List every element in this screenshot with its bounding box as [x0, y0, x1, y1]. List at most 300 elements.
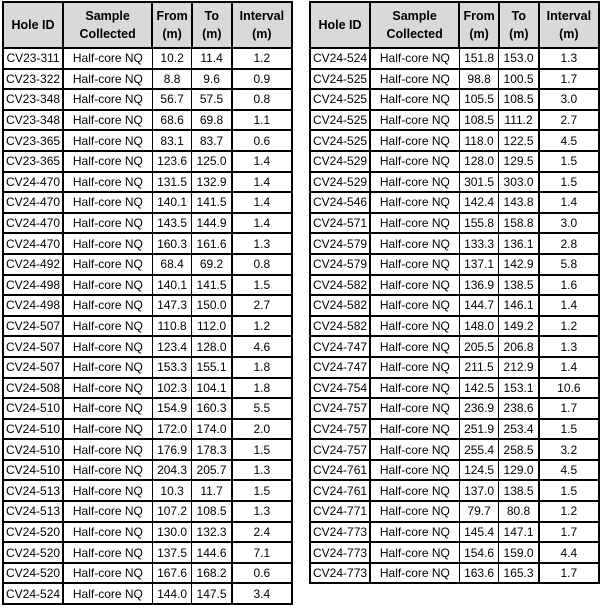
cell-sample-collected: Half-core NQ [63, 89, 152, 110]
cell-from-m: 153.3 [152, 357, 192, 378]
cell-interval-m: 5.8 [539, 254, 599, 275]
cell-interval-m: 2.0 [232, 419, 292, 440]
cell-hole-id: CV24-529 [310, 172, 370, 193]
table-row [310, 213, 599, 234]
cell-interval-m: 4.6 [232, 336, 292, 357]
cell-from-m: 124.5 [459, 460, 499, 481]
cell-sample-collected: Half-core NQ [63, 316, 152, 337]
cell-from-m: 142.4 [459, 192, 499, 213]
table-row [310, 48, 599, 69]
cell-sample-collected: Half-core NQ [370, 480, 459, 501]
table-row [310, 192, 599, 213]
cell-interval-m: 1.5 [539, 419, 599, 440]
table-row [310, 460, 599, 481]
cell-to-m: 80.8 [499, 501, 539, 522]
cell-sample-collected: Half-core NQ [370, 398, 459, 419]
cell-to-m: 125.0 [192, 151, 232, 172]
cell-interval-m: 1.4 [232, 172, 292, 193]
table-row [310, 151, 599, 172]
table-row [3, 357, 292, 378]
cell-hole-id: CV24-582 [310, 316, 370, 337]
table-row [310, 233, 599, 254]
cell-hole-id: CV23-322 [3, 69, 63, 90]
cell-to-m: 57.5 [192, 89, 232, 110]
cell-from-m: 205.5 [459, 336, 499, 357]
cell-sample-collected: Half-core NQ [370, 357, 459, 378]
cell-to-m: 165.3 [499, 563, 539, 584]
cell-to-m: 136.1 [499, 233, 539, 254]
table-row [3, 563, 292, 584]
cell-from-m: 68.4 [152, 254, 192, 275]
cell-interval-m: 1.3 [232, 501, 292, 522]
cell-from-m: 83.1 [152, 130, 192, 151]
cell-sample-collected: Half-core NQ [63, 48, 152, 69]
cell-interval-m: 1.3 [539, 48, 599, 69]
cell-to-m: 149.2 [499, 316, 539, 337]
cell-hole-id: CV23-348 [3, 89, 63, 110]
cell-to-m: 146.1 [499, 295, 539, 316]
drill-sample-table-left [2, 1, 293, 605]
table-row [310, 398, 599, 419]
cell-hole-id: CV24-771 [310, 501, 370, 522]
cell-to-m: 108.5 [499, 89, 539, 110]
cell-to-m: 128.0 [192, 336, 232, 357]
cell-hole-id: CV24-529 [310, 151, 370, 172]
cell-from-m: 123.4 [152, 336, 192, 357]
cell-from-m: 148.0 [459, 316, 499, 337]
cell-hole-id: CV24-579 [310, 254, 370, 275]
cell-sample-collected: Half-core NQ [370, 110, 459, 131]
cell-sample-collected: Half-core NQ [63, 357, 152, 378]
table-row [3, 316, 292, 337]
cell-to-m: 144.6 [192, 542, 232, 563]
cell-hole-id: CV24-582 [310, 275, 370, 296]
cell-to-m: 144.9 [192, 213, 232, 234]
cell-from-m: 163.6 [459, 563, 499, 584]
cell-hole-id: CV24-507 [3, 357, 63, 378]
cell-from-m: 142.5 [459, 378, 499, 399]
cell-interval-m: 1.5 [232, 439, 292, 460]
table-row [3, 522, 292, 543]
table-row [3, 542, 292, 563]
cell-from-m: 301.5 [459, 172, 499, 193]
cell-hole-id: CV24-773 [310, 522, 370, 543]
cell-interval-m: 5.5 [232, 398, 292, 419]
table-row [310, 69, 599, 90]
cell-to-m: 9.6 [192, 69, 232, 90]
cell-from-m: 160.3 [152, 233, 192, 254]
cell-sample-collected: Half-core NQ [63, 213, 152, 234]
cell-sample-collected: Half-core NQ [63, 192, 152, 213]
cell-to-m: 160.3 [192, 398, 232, 419]
cell-interval-m: 2.7 [232, 295, 292, 316]
cell-interval-m: 1.6 [539, 275, 599, 296]
cell-interval-m: 1.3 [539, 336, 599, 357]
cell-hole-id: CV24-513 [3, 480, 63, 501]
cell-sample-collected: Half-core NQ [63, 275, 152, 296]
table-row [3, 336, 292, 357]
table-row [3, 89, 292, 110]
cell-sample-collected: Half-core NQ [370, 151, 459, 172]
cell-sample-collected: Half-core NQ [370, 460, 459, 481]
cell-interval-m: 3.0 [539, 89, 599, 110]
cell-sample-collected: Half-core NQ [63, 69, 152, 90]
cell-to-m: 111.2 [499, 110, 539, 131]
cell-from-m: 102.3 [152, 378, 192, 399]
cell-sample-collected: Half-core NQ [63, 233, 152, 254]
cell-from-m: 144.7 [459, 295, 499, 316]
cell-from-m: 211.5 [459, 357, 499, 378]
cell-from-m: 167.6 [152, 563, 192, 584]
table-row [310, 542, 599, 563]
cell-interval-m: 0.6 [232, 130, 292, 151]
cell-from-m: 140.1 [152, 275, 192, 296]
cell-to-m: 150.0 [192, 295, 232, 316]
table-row [310, 254, 599, 275]
cell-to-m: 138.5 [499, 275, 539, 296]
cell-interval-m: 1.4 [232, 151, 292, 172]
table-row [310, 89, 599, 110]
cell-to-m: 238.6 [499, 398, 539, 419]
cell-hole-id: CV24-508 [3, 378, 63, 399]
cell-hole-id: CV24-579 [310, 233, 370, 254]
cell-interval-m: 1.4 [539, 357, 599, 378]
cell-hole-id: CV24-757 [310, 419, 370, 440]
cell-from-m: 8.8 [152, 69, 192, 90]
col-header-interval-m: Interval (m) [539, 2, 599, 48]
table-row [3, 583, 292, 604]
cell-hole-id: CV24-510 [3, 460, 63, 481]
cell-hole-id: CV24-757 [310, 439, 370, 460]
cell-hole-id: CV24-525 [310, 89, 370, 110]
table-row [310, 357, 599, 378]
table-row [3, 398, 292, 419]
cell-hole-id: CV24-525 [310, 69, 370, 90]
cell-from-m: 255.4 [459, 439, 499, 460]
cell-from-m: 140.1 [152, 192, 192, 213]
table-header [310, 2, 599, 48]
cell-sample-collected: Half-core NQ [370, 69, 459, 90]
cell-interval-m: 1.3 [232, 233, 292, 254]
cell-from-m: 123.6 [152, 151, 192, 172]
cell-to-m: 147.5 [192, 583, 232, 604]
cell-hole-id: CV24-582 [310, 295, 370, 316]
cell-to-m: 178.3 [192, 439, 232, 460]
cell-hole-id: CV24-520 [3, 522, 63, 543]
cell-hole-id: CV24-470 [3, 172, 63, 193]
drill-sample-table-right [309, 1, 600, 584]
cell-interval-m: 1.4 [232, 192, 292, 213]
cell-hole-id: CV24-507 [3, 316, 63, 337]
cell-sample-collected: Half-core NQ [370, 378, 459, 399]
cell-hole-id: CV24-757 [310, 398, 370, 419]
table-row [310, 419, 599, 440]
cell-sample-collected: Half-core NQ [370, 336, 459, 357]
table-row [3, 151, 292, 172]
cell-from-m: 154.9 [152, 398, 192, 419]
cell-to-m: 69.2 [192, 254, 232, 275]
table-row [3, 275, 292, 296]
cell-interval-m: 2.8 [539, 233, 599, 254]
cell-hole-id: CV24-492 [3, 254, 63, 275]
cell-to-m: 142.9 [499, 254, 539, 275]
cell-from-m: 10.3 [152, 480, 192, 501]
cell-to-m: 122.5 [499, 130, 539, 151]
cell-to-m: 147.1 [499, 522, 539, 543]
cell-interval-m: 1.7 [539, 69, 599, 90]
col-header-to-m: To (m) [499, 2, 539, 48]
cell-interval-m: 1.8 [232, 378, 292, 399]
header-row [310, 2, 599, 48]
cell-hole-id: CV24-470 [3, 192, 63, 213]
cell-sample-collected: Half-core NQ [370, 316, 459, 337]
cell-interval-m: 0.8 [232, 89, 292, 110]
cell-to-m: 258.5 [499, 439, 539, 460]
col-header-interval-m: Interval (m) [232, 2, 292, 48]
cell-interval-m: 1.7 [539, 522, 599, 543]
cell-to-m: 143.8 [499, 192, 539, 213]
cell-interval-m: 1.5 [539, 151, 599, 172]
table-row [3, 439, 292, 460]
cell-from-m: 204.3 [152, 460, 192, 481]
cell-hole-id: CV24-747 [310, 357, 370, 378]
cell-from-m: 108.5 [459, 110, 499, 131]
cell-sample-collected: Half-core NQ [63, 501, 152, 522]
cell-interval-m: 1.2 [232, 316, 292, 337]
cell-interval-m: 1.4 [539, 295, 599, 316]
table-row [3, 130, 292, 151]
cell-interval-m: 2.4 [232, 522, 292, 543]
cell-from-m: 251.9 [459, 419, 499, 440]
cell-hole-id: CV24-513 [3, 501, 63, 522]
cell-sample-collected: Half-core NQ [370, 439, 459, 460]
cell-interval-m: 0.8 [232, 254, 292, 275]
cell-hole-id: CV24-520 [3, 542, 63, 563]
cell-from-m: 172.0 [152, 419, 192, 440]
table-row [3, 213, 292, 234]
cell-to-m: 168.2 [192, 563, 232, 584]
cell-to-m: 132.3 [192, 522, 232, 543]
cell-interval-m: 1.8 [232, 357, 292, 378]
cell-sample-collected: Half-core NQ [370, 89, 459, 110]
table-row [310, 275, 599, 296]
col-header-sample-collected: Sample Collected [63, 2, 152, 48]
col-header-hole-id: Hole ID [3, 2, 63, 48]
cell-interval-m: 1.7 [539, 398, 599, 419]
table-row [310, 336, 599, 357]
table-row [3, 69, 292, 90]
cell-from-m: 105.5 [459, 89, 499, 110]
cell-interval-m: 3.4 [232, 583, 292, 604]
cell-sample-collected: Half-core NQ [63, 378, 152, 399]
cell-to-m: 100.5 [499, 69, 539, 90]
cell-from-m: 98.8 [459, 69, 499, 90]
cell-hole-id: CV24-524 [310, 48, 370, 69]
cell-hole-id: CV24-498 [3, 295, 63, 316]
cell-to-m: 205.7 [192, 460, 232, 481]
cell-hole-id: CV24-507 [3, 336, 63, 357]
cell-from-m: 144.0 [152, 583, 192, 604]
cell-from-m: 137.5 [152, 542, 192, 563]
cell-to-m: 141.5 [192, 192, 232, 213]
cell-sample-collected: Half-core NQ [370, 233, 459, 254]
cell-to-m: 83.7 [192, 130, 232, 151]
cell-from-m: 130.0 [152, 522, 192, 543]
cell-hole-id: CV23-311 [3, 48, 63, 69]
cell-to-m: 11.7 [192, 480, 232, 501]
cell-from-m: 68.6 [152, 110, 192, 131]
cell-sample-collected: Half-core NQ [63, 542, 152, 563]
cell-interval-m: 0.9 [232, 69, 292, 90]
cell-from-m: 118.0 [459, 130, 499, 151]
table-row [3, 172, 292, 193]
cell-hole-id: CV24-520 [3, 563, 63, 584]
cell-sample-collected: Half-core NQ [370, 295, 459, 316]
cell-interval-m: 4.4 [539, 542, 599, 563]
cell-hole-id: CV23-365 [3, 130, 63, 151]
cell-from-m: 176.9 [152, 439, 192, 460]
cell-from-m: 56.7 [152, 89, 192, 110]
cell-sample-collected: Half-core NQ [370, 522, 459, 543]
table-body [310, 48, 599, 583]
cell-to-m: 159.0 [499, 542, 539, 563]
cell-interval-m: 0.6 [232, 563, 292, 584]
table-row [310, 563, 599, 584]
cell-sample-collected: Half-core NQ [370, 172, 459, 193]
cell-sample-collected: Half-core NQ [63, 398, 152, 419]
cell-sample-collected: Half-core NQ [63, 563, 152, 584]
cell-to-m: 11.4 [192, 48, 232, 69]
cell-from-m: 137.1 [459, 254, 499, 275]
cell-hole-id: CV24-524 [3, 583, 63, 604]
cell-from-m: 133.3 [459, 233, 499, 254]
cell-to-m: 153.1 [499, 378, 539, 399]
cell-interval-m: 1.2 [539, 501, 599, 522]
cell-sample-collected: Half-core NQ [370, 501, 459, 522]
cell-sample-collected: Half-core NQ [370, 542, 459, 563]
cell-hole-id: CV24-773 [310, 542, 370, 563]
cell-to-m: 69.8 [192, 110, 232, 131]
col-header-to-m: To (m) [192, 2, 232, 48]
col-header-from-m: From (m) [152, 2, 192, 48]
table-row [3, 419, 292, 440]
cell-sample-collected: Half-core NQ [63, 110, 152, 131]
table-row [3, 295, 292, 316]
cell-hole-id: CV24-510 [3, 419, 63, 440]
cell-to-m: 132.9 [192, 172, 232, 193]
cell-sample-collected: Half-core NQ [370, 130, 459, 151]
cell-sample-collected: Half-core NQ [63, 172, 152, 193]
cell-sample-collected: Half-core NQ [63, 336, 152, 357]
cell-interval-m: 1.7 [539, 563, 599, 584]
table-row [310, 522, 599, 543]
table-body [3, 48, 292, 604]
table-row [3, 501, 292, 522]
table-row [3, 233, 292, 254]
cell-interval-m: 4.5 [539, 460, 599, 481]
table-row [310, 110, 599, 131]
cell-interval-m: 1.4 [539, 192, 599, 213]
cell-interval-m: 1.5 [232, 275, 292, 296]
cell-from-m: 136.9 [459, 275, 499, 296]
cell-from-m: 236.9 [459, 398, 499, 419]
table-row [310, 480, 599, 501]
table-header [3, 2, 292, 48]
col-header-hole-id: Hole ID [310, 2, 370, 48]
cell-hole-id: CV24-571 [310, 213, 370, 234]
cell-hole-id: CV24-510 [3, 398, 63, 419]
table-row [3, 110, 292, 131]
table-row [310, 439, 599, 460]
table-row [3, 378, 292, 399]
cell-to-m: 112.0 [192, 316, 232, 337]
cell-hole-id: CV24-546 [310, 192, 370, 213]
cell-from-m: 155.8 [459, 213, 499, 234]
cell-sample-collected: Half-core NQ [63, 295, 152, 316]
cell-sample-collected: Half-core NQ [370, 192, 459, 213]
table-row [310, 130, 599, 151]
cell-interval-m: 1.5 [539, 480, 599, 501]
cell-sample-collected: Half-core NQ [370, 254, 459, 275]
cell-sample-collected: Half-core NQ [63, 460, 152, 481]
table-row [310, 378, 599, 399]
cell-from-m: 151.8 [459, 48, 499, 69]
cell-to-m: 104.1 [192, 378, 232, 399]
cell-to-m: 138.5 [499, 480, 539, 501]
cell-interval-m: 1.5 [232, 480, 292, 501]
cell-interval-m: 4.5 [539, 130, 599, 151]
table-row [310, 172, 599, 193]
cell-hole-id: CV24-498 [3, 275, 63, 296]
cell-from-m: 145.4 [459, 522, 499, 543]
table-row [310, 501, 599, 522]
cell-sample-collected: Half-core NQ [63, 151, 152, 172]
cell-interval-m: 1.3 [232, 460, 292, 481]
cell-to-m: 141.5 [192, 275, 232, 296]
table-row [310, 316, 599, 337]
cell-sample-collected: Half-core NQ [370, 275, 459, 296]
table-row [310, 295, 599, 316]
table-row [3, 254, 292, 275]
cell-interval-m: 1.2 [539, 316, 599, 337]
cell-hole-id: CV24-525 [310, 110, 370, 131]
cell-from-m: 128.0 [459, 151, 499, 172]
cell-from-m: 137.0 [459, 480, 499, 501]
cell-to-m: 129.5 [499, 151, 539, 172]
cell-interval-m: 2.7 [539, 110, 599, 131]
cell-interval-m: 1.4 [232, 213, 292, 234]
cell-sample-collected: Half-core NQ [63, 419, 152, 440]
cell-from-m: 110.8 [152, 316, 192, 337]
cell-sample-collected: Half-core NQ [63, 480, 152, 501]
cell-to-m: 129.0 [499, 460, 539, 481]
cell-from-m: 147.3 [152, 295, 192, 316]
cell-to-m: 153.0 [499, 48, 539, 69]
cell-to-m: 158.8 [499, 213, 539, 234]
cell-interval-m: 1.1 [232, 110, 292, 131]
cell-hole-id: CV24-747 [310, 336, 370, 357]
cell-sample-collected: Half-core NQ [370, 563, 459, 584]
table-row [3, 48, 292, 69]
cell-to-m: 253.4 [499, 419, 539, 440]
cell-from-m: 131.5 [152, 172, 192, 193]
cell-interval-m: 1.2 [232, 48, 292, 69]
cell-from-m: 107.2 [152, 501, 192, 522]
cell-interval-m: 1.5 [539, 172, 599, 193]
cell-sample-collected: Half-core NQ [63, 439, 152, 460]
table-row [3, 460, 292, 481]
cell-to-m: 303.0 [499, 172, 539, 193]
